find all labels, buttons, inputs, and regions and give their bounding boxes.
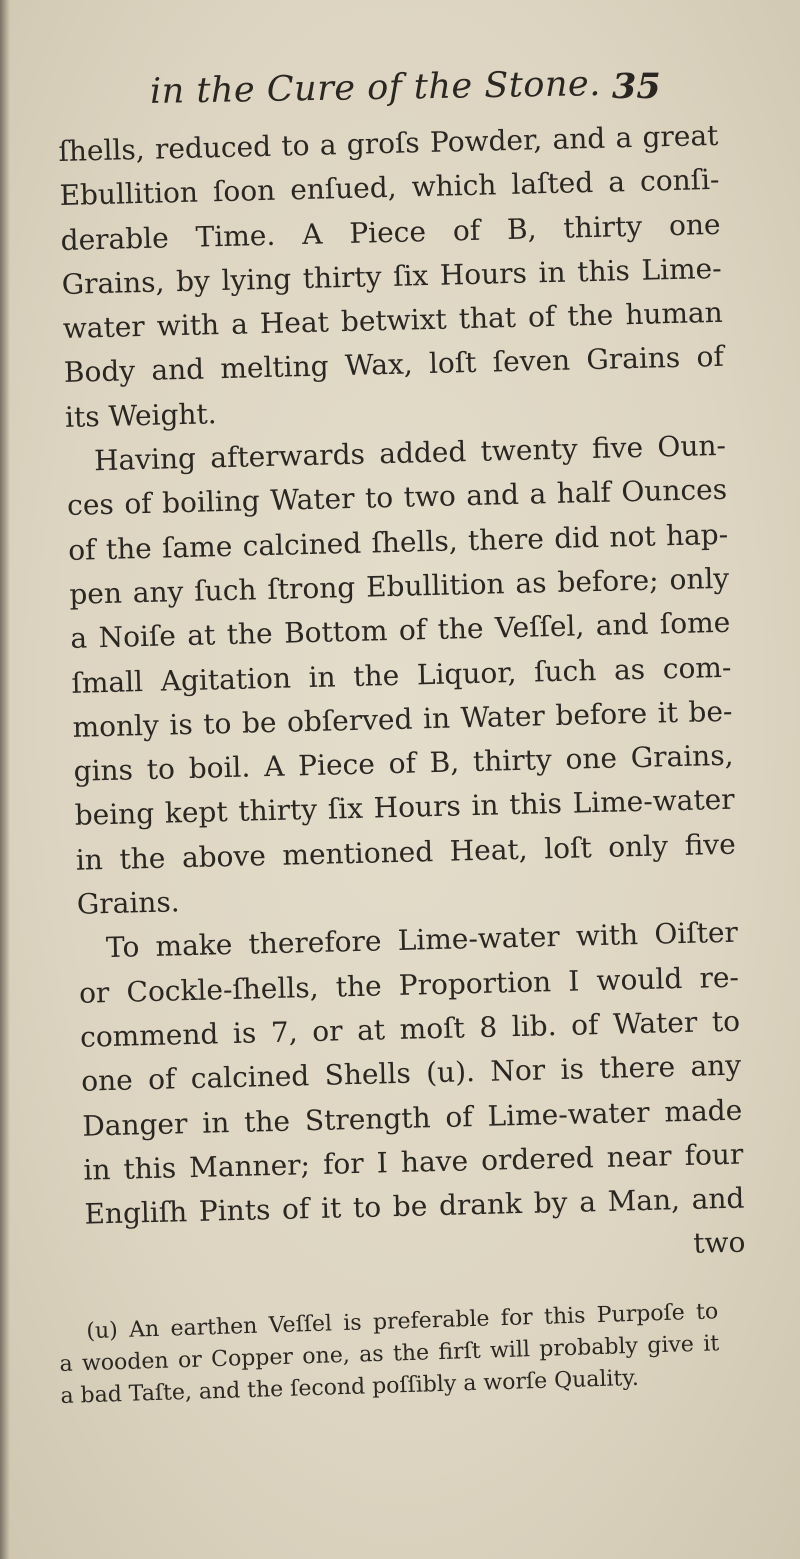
footnote	[58, 1296, 721, 1413]
running-title: in the Cure of the Stone.	[149, 64, 602, 112]
footnote-line: a wooden or Copper one, as the firſt will probably give it	[59, 1331, 720, 1377]
text-line: one of calcined Shells (u). Nor is there any	[80, 1048, 742, 1098]
text-line: commend is 7, or at moſt 8 lib. of Water to	[79, 1004, 741, 1054]
text-line: its Weight.	[64, 396, 217, 434]
page-number: 35	[612, 66, 661, 107]
page-binding-shadow	[0, 0, 10, 1559]
text-line: Having afterwards added twenty five Oun-	[93, 428, 727, 478]
text-line: pen any ſuch ſtrong Ebullition as before; only	[68, 561, 730, 611]
text-line: monly is to be obſerved in Water before it be-	[72, 694, 733, 744]
text-line: Grains.	[76, 885, 180, 921]
footnote-line: a bad Taſte, and the ſecond poſſibly a worſe Quality.	[60, 1365, 640, 1409]
text-line: ces of boiling Water to two and a half Ounces	[66, 473, 728, 523]
text-line: Danger in the Strength of Lime-water made	[81, 1093, 743, 1143]
text-line: derable Time. A Piece of B, thirty one	[60, 207, 721, 257]
page-header	[0, 56, 800, 116]
text-line: ſhells, reduced to a groſs Powder, and a great	[58, 118, 719, 168]
text-line: in the above mentioned Heat, loſt only five	[75, 827, 737, 877]
text-line: Ebullition ſoon enſued, which laſted a conſi-	[59, 163, 720, 213]
text-line: To make therefore Lime-water with Oiſter	[105, 915, 739, 965]
body-text	[58, 114, 746, 1282]
footnote-line: (u) An earthen Veſſel is preferable for this Purpoſe to	[86, 1299, 719, 1345]
text-line: Engliſh Pints of it to be drank by a Man, and	[84, 1181, 745, 1231]
text-line: in this Manner; for I have ordered near four	[83, 1137, 744, 1187]
text-line: of the ſame calcined ſhells, there did not hap-	[67, 517, 729, 567]
text-line: being kept thirty ſix Hours in this Lime-water	[74, 783, 735, 833]
text-line: Body and melting Wax, loſt ſeven Grains of	[63, 340, 725, 390]
catchword: two	[692, 1225, 746, 1261]
text-line: gins to boil. A Piece of B, thirty one Grains,	[73, 738, 734, 788]
text-line: water with a Heat betwixt that of the human	[62, 296, 724, 346]
text-line: ſmall Agitation in the Liquor, ſuch as com-	[71, 650, 732, 700]
text-line: Grains, by lying thirty ſix Hours in this Lime-	[61, 251, 722, 301]
text-line: or Cockle-ſhells, the Proportion I would re-	[78, 960, 740, 1010]
text-line: a Noiſe at the Bottom of the Veſſel, and ſome	[70, 605, 731, 656]
